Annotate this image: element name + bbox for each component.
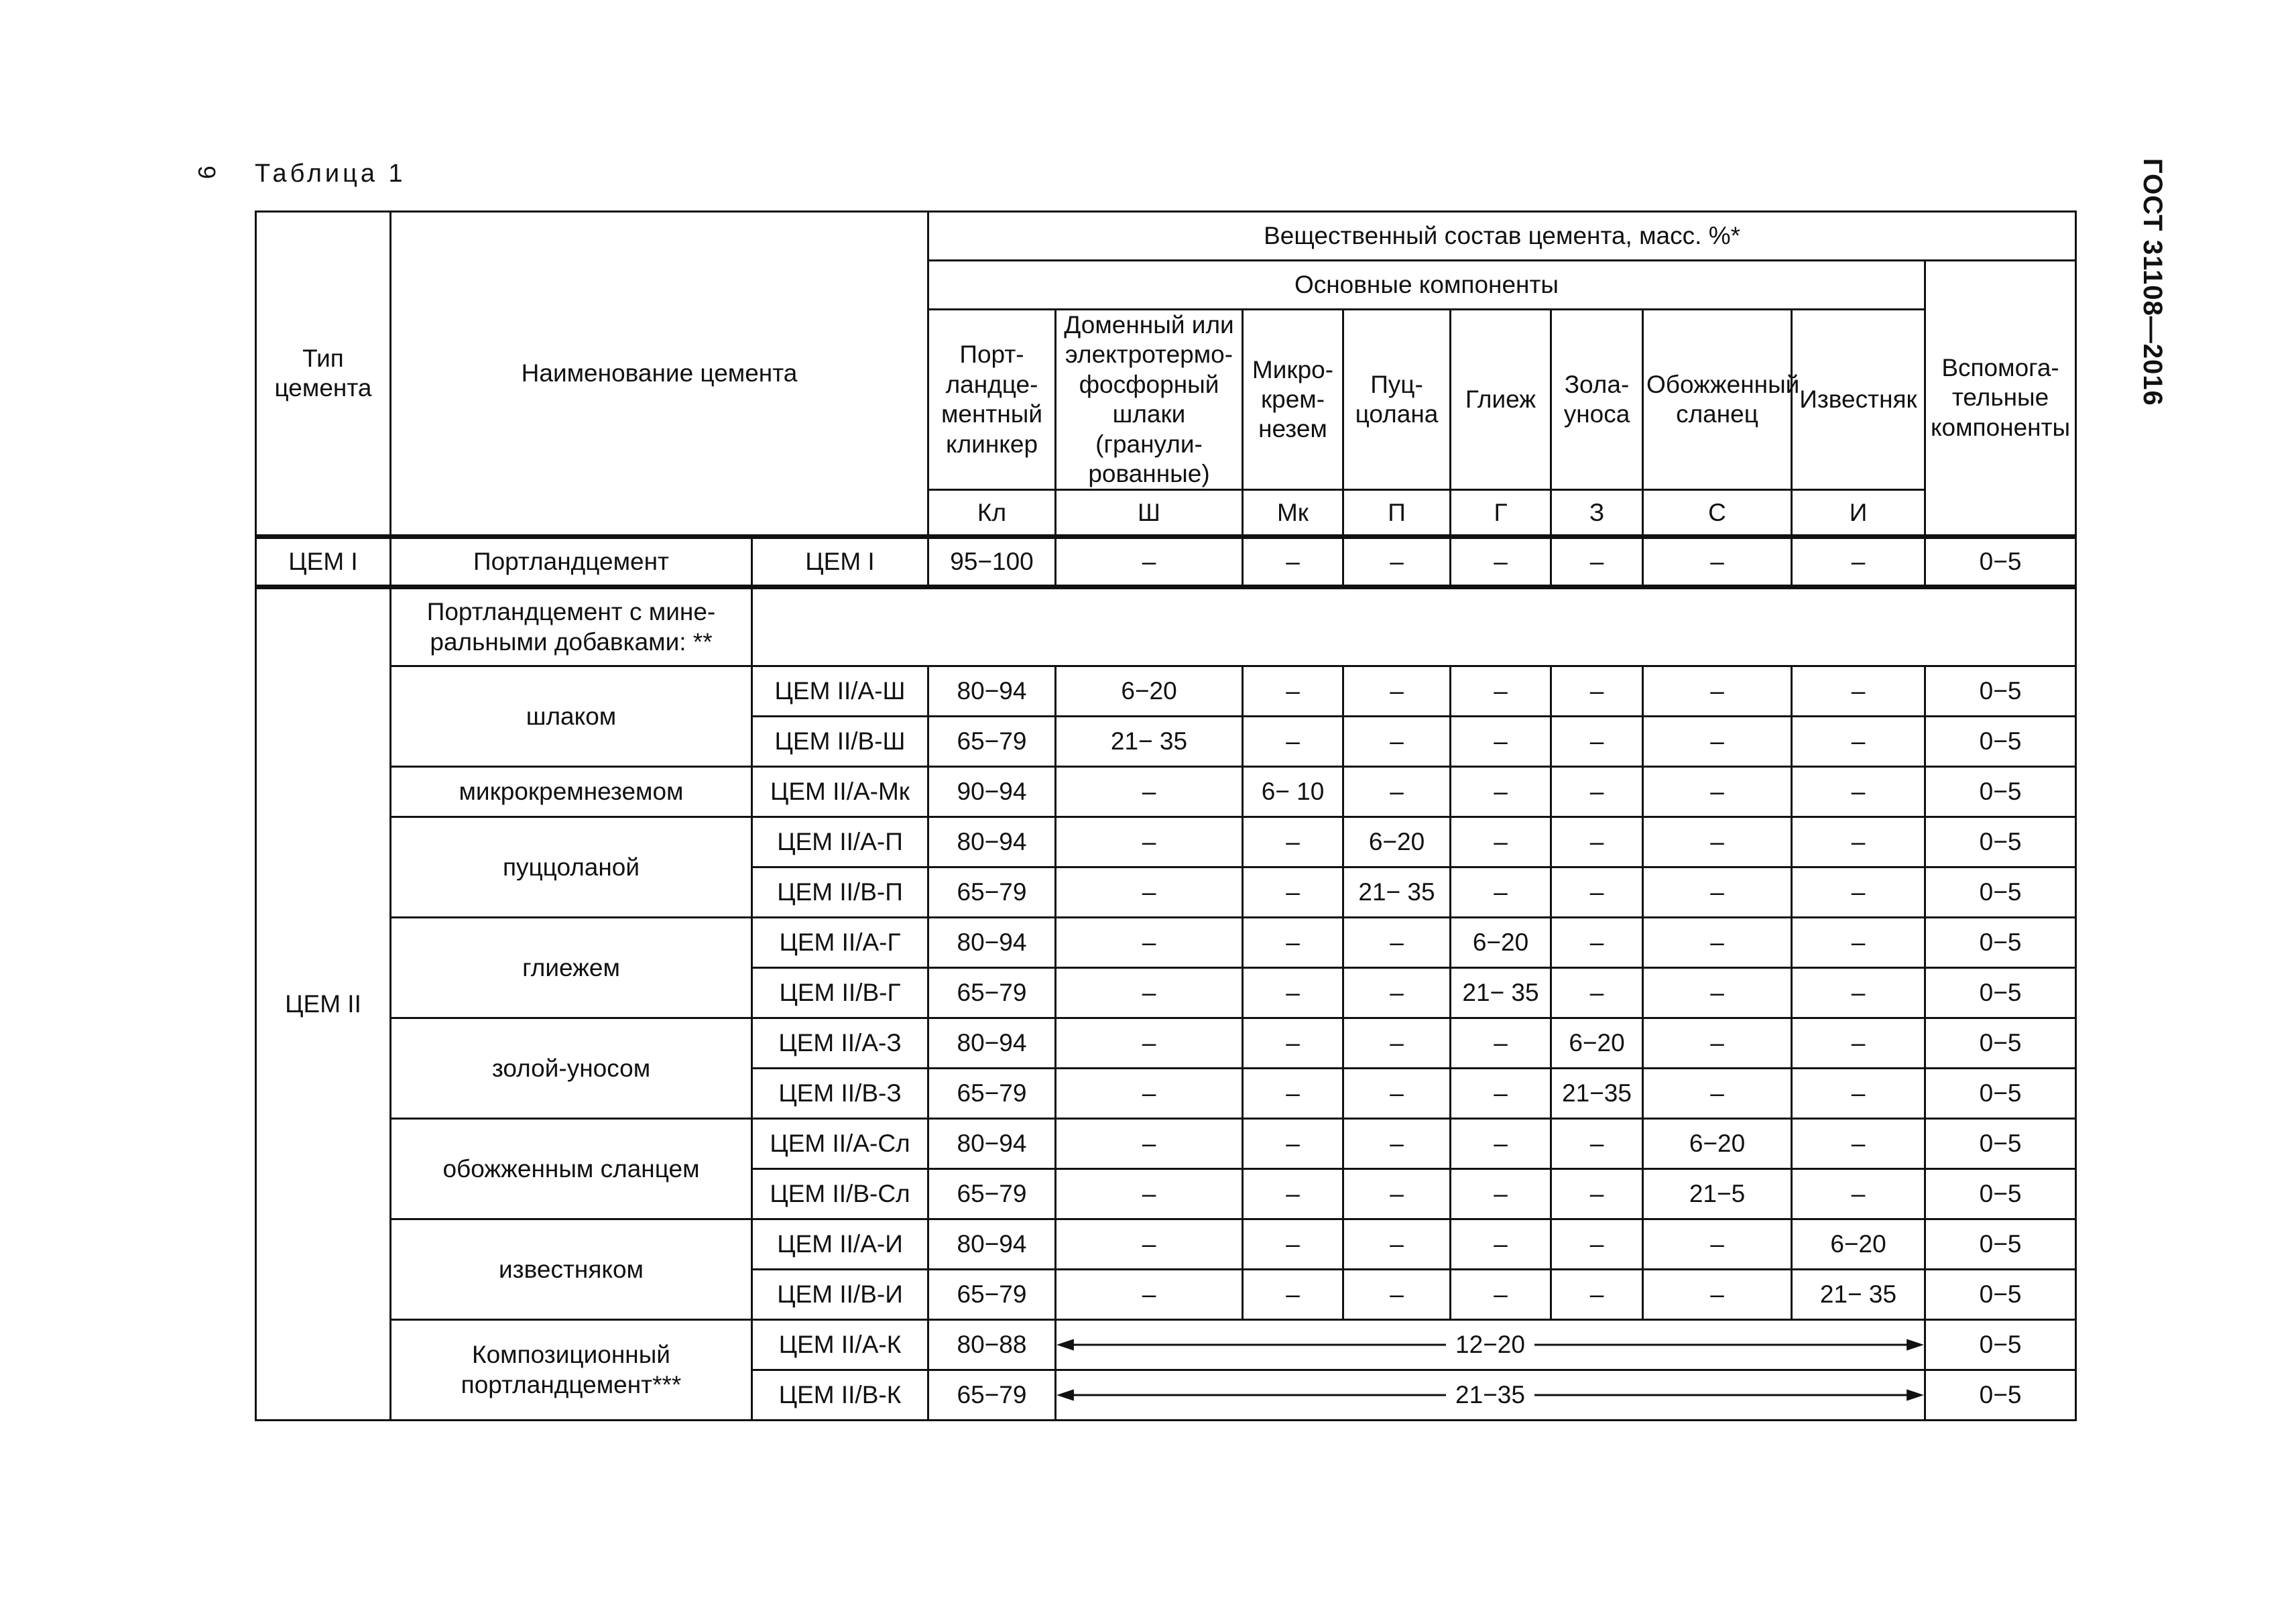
- document-id: ГОСТ 31108—2016: [2138, 158, 2167, 406]
- value-cell: –: [1056, 867, 1243, 918]
- header-component-label: Порт-ландце-ментный клинкер: [928, 310, 1056, 490]
- aux-cell: 0−5: [1925, 918, 2076, 968]
- value-cell: 80−94: [928, 817, 1056, 867]
- value-cell: 80−94: [928, 1119, 1056, 1169]
- additive-name: известняком: [391, 1219, 752, 1320]
- value-cell: 21−5: [1643, 1169, 1792, 1219]
- cement-mark: ЦЕМ II/В-З: [752, 1069, 928, 1119]
- value-cell: –: [1056, 767, 1243, 817]
- aux-cell: 0−5: [1925, 666, 2076, 717]
- additive-name: микрокремнеземом: [391, 767, 752, 817]
- value-cell: –: [1451, 717, 1551, 767]
- value-cell: –: [1343, 717, 1451, 767]
- value-cell: –: [1451, 666, 1551, 717]
- value-cell: 21− 35: [1792, 1270, 1925, 1320]
- header-component-code: П: [1343, 490, 1451, 537]
- value-cell: –: [1643, 666, 1792, 717]
- value-cell: 65−79: [928, 717, 1056, 767]
- value-cell: –: [1243, 1119, 1343, 1169]
- aux-cell: 0−5: [1925, 968, 2076, 1018]
- header-component-code: Кл: [928, 490, 1056, 537]
- range-value: 21−35: [1446, 1381, 1534, 1408]
- value-cell: –: [1343, 1018, 1451, 1069]
- value-cell: –: [1792, 1069, 1925, 1119]
- cement-mark: ЦЕМ II/А-Г: [752, 918, 928, 968]
- additive-name: глиежем: [391, 918, 752, 1018]
- value-cell: 21−35: [1551, 1069, 1643, 1119]
- value-cell: 65−79: [928, 1069, 1056, 1119]
- cement-mark: ЦЕМ II/А-Сл: [752, 1119, 928, 1169]
- value-cell: –: [1551, 767, 1643, 817]
- value-cell: –: [1343, 767, 1451, 817]
- value-cell: 80−94: [928, 666, 1056, 717]
- value-cell: –: [1643, 968, 1792, 1018]
- value-cell: –: [1643, 1018, 1792, 1069]
- additive-name: шлаком: [391, 666, 752, 767]
- value-cell: –: [1243, 1219, 1343, 1270]
- aux-cell: 0−5: [1925, 1119, 2076, 1169]
- cement-mark: ЦЕМ II/А-Мк: [752, 767, 928, 817]
- value-cell: –: [1343, 1219, 1451, 1270]
- cement-type: ЦЕМ II: [256, 587, 391, 1421]
- value-cell: 90−94: [928, 767, 1056, 817]
- value-cell: –: [1451, 1219, 1551, 1270]
- aux-cell: 0−5: [1925, 1320, 2076, 1370]
- value-cell: –: [1551, 968, 1643, 1018]
- header-component-label: Обожженный сланец: [1643, 310, 1792, 490]
- clinker-value: 65−79: [928, 1370, 1056, 1421]
- value-cell: –: [1243, 918, 1343, 968]
- header-component-label: Доменный или электротермо-фосфорный шлаки (гранули-рованные): [1056, 310, 1243, 490]
- value-cell: –: [1643, 717, 1792, 767]
- header-name: Наименование цемента: [391, 212, 928, 537]
- value-cell: –: [1451, 867, 1551, 918]
- value-cell: –: [1643, 867, 1792, 918]
- header-main-components: Основные компоненты: [928, 261, 1925, 310]
- value-cell: –: [1451, 1270, 1551, 1320]
- header-component-label: Микро-крем-незем: [1243, 310, 1343, 490]
- additive-name: обожженным сланцем: [391, 1119, 752, 1219]
- value-cell: –: [1343, 918, 1451, 968]
- value-cell: 6−20: [1643, 1119, 1792, 1169]
- value-cell: –: [1551, 1169, 1643, 1219]
- value-cell: –: [1343, 1069, 1451, 1119]
- value-cell: –: [1643, 1270, 1792, 1320]
- value-cell: –: [1343, 537, 1451, 587]
- cement-composition-table: [255, 211, 2077, 1421]
- header-component-code: И: [1792, 490, 1925, 537]
- value-cell: –: [1643, 1069, 1792, 1119]
- value-cell: –: [1551, 867, 1643, 918]
- header-component-label: Глиеж: [1451, 310, 1551, 490]
- aux-cell: 0−5: [1925, 817, 2076, 867]
- cement-name: Портландцемент: [391, 537, 752, 587]
- value-cell: –: [1792, 867, 1925, 918]
- value-cell: –: [1451, 1018, 1551, 1069]
- aux-cell: 0−5: [1925, 537, 2076, 587]
- value-cell: –: [1551, 1219, 1643, 1270]
- value-cell: –: [1056, 1119, 1243, 1169]
- value-cell: 80−94: [928, 1018, 1056, 1069]
- cement-mark: ЦЕМ II/В-К: [752, 1370, 928, 1421]
- value-cell: 6−20: [1343, 817, 1451, 867]
- value-cell: –: [1243, 1169, 1343, 1219]
- value-cell: –: [1551, 717, 1643, 767]
- aux-cell: 0−5: [1925, 1069, 2076, 1119]
- value-cell: 95−100: [928, 537, 1056, 587]
- cement-mark: ЦЕМ II/А-К: [752, 1320, 928, 1370]
- value-cell: –: [1243, 817, 1343, 867]
- value-cell: 65−79: [928, 867, 1056, 918]
- header-component-code: З: [1551, 490, 1643, 537]
- value-cell: –: [1056, 1169, 1243, 1219]
- aux-cell: 0−5: [1925, 1219, 2076, 1270]
- value-cell: –: [1056, 1219, 1243, 1270]
- cement-mark: ЦЕМ II/А-Ш: [752, 666, 928, 717]
- value-cell: 80−94: [928, 918, 1056, 968]
- value-cell: –: [1056, 1270, 1243, 1320]
- value-cell: –: [1451, 1119, 1551, 1169]
- value-cell: –: [1451, 1069, 1551, 1119]
- header-component-label: Зола-уноса: [1551, 310, 1643, 490]
- value-cell: –: [1056, 537, 1243, 587]
- aux-cell: 0−5: [1925, 1270, 2076, 1320]
- value-cell: –: [1451, 817, 1551, 867]
- page-number: 9: [193, 165, 221, 180]
- value-cell: –: [1056, 1069, 1243, 1119]
- value-cell: –: [1243, 717, 1343, 767]
- value-cell: –: [1243, 1069, 1343, 1119]
- value-cell: –: [1792, 968, 1925, 1018]
- value-cell: –: [1451, 1169, 1551, 1219]
- value-cell: –: [1792, 918, 1925, 968]
- value-cell: –: [1056, 817, 1243, 867]
- value-cell: 6− 10: [1243, 767, 1343, 817]
- value-cell: –: [1551, 817, 1643, 867]
- value-cell: –: [1792, 717, 1925, 767]
- composite-name: Композиционный портландцемент***: [391, 1320, 752, 1421]
- value-cell: –: [1056, 918, 1243, 968]
- header-auxiliary: Вспомога-тельные компоненты: [1925, 261, 2076, 537]
- cement-mark: ЦЕМ I: [752, 537, 928, 587]
- value-cell: –: [1343, 1169, 1451, 1219]
- value-cell: –: [1343, 1119, 1451, 1169]
- value-cell: –: [1792, 1119, 1925, 1169]
- value-cell: –: [1551, 537, 1643, 587]
- value-cell: –: [1643, 767, 1792, 817]
- cement-mark: ЦЕМ II/А-И: [752, 1219, 928, 1270]
- value-cell: –: [1243, 537, 1343, 587]
- value-cell: 65−79: [928, 1169, 1056, 1219]
- cement-mark: ЦЕМ II/В-Г: [752, 968, 928, 1018]
- range-arrow-cell: [1056, 1370, 1925, 1421]
- value-cell: –: [1792, 537, 1925, 587]
- value-cell: –: [1343, 968, 1451, 1018]
- clinker-value: 80−88: [928, 1320, 1056, 1370]
- value-cell: –: [1243, 1018, 1343, 1069]
- value-cell: –: [1243, 968, 1343, 1018]
- aux-cell: 0−5: [1925, 1169, 2076, 1219]
- value-cell: –: [1551, 1270, 1643, 1320]
- value-cell: 65−79: [928, 968, 1056, 1018]
- value-cell: –: [1551, 666, 1643, 717]
- value-cell: –: [1056, 968, 1243, 1018]
- value-cell: –: [1792, 666, 1925, 717]
- cement-mark: ЦЕМ II/В-Сл: [752, 1169, 928, 1219]
- header-composition: Вещественный состав цемента, масс. %*: [928, 212, 2076, 261]
- value-cell: –: [1643, 817, 1792, 867]
- header-component-label: Пуц-цолана: [1343, 310, 1451, 490]
- value-cell: 21− 35: [1451, 968, 1551, 1018]
- value-cell: –: [1451, 537, 1551, 587]
- value-cell: 6−20: [1792, 1219, 1925, 1270]
- cement-mark: ЦЕМ II/В-П: [752, 867, 928, 918]
- value-cell: –: [1792, 1018, 1925, 1069]
- aux-cell: 0−5: [1925, 717, 2076, 767]
- cement-type: ЦЕМ I: [256, 537, 391, 587]
- header-component-code: Ш: [1056, 490, 1243, 537]
- value-cell: –: [1243, 666, 1343, 717]
- value-cell: 6−20: [1551, 1018, 1643, 1069]
- header-component-code: Мк: [1243, 490, 1343, 537]
- aux-cell: 0−5: [1925, 767, 2076, 817]
- range-value: 12−20: [1446, 1331, 1534, 1358]
- cement-mark: ЦЕМ II/А-З: [752, 1018, 928, 1069]
- aux-cell: 0−5: [1925, 867, 2076, 918]
- value-cell: –: [1243, 867, 1343, 918]
- cement-group-intro: Портландцемент с мине-ральными добавками: **: [391, 587, 752, 666]
- value-cell: 80−94: [928, 1219, 1056, 1270]
- cement-mark: ЦЕМ II/В-Ш: [752, 717, 928, 767]
- value-cell: –: [1343, 1270, 1451, 1320]
- value-cell: –: [1243, 1270, 1343, 1320]
- cement-mark: ЦЕМ II/А-П: [752, 817, 928, 867]
- value-cell: –: [1643, 1219, 1792, 1270]
- header-type: Тип цемента: [256, 212, 391, 537]
- value-cell: 21− 35: [1056, 717, 1243, 767]
- value-cell: 6−20: [1056, 666, 1243, 717]
- empty-cell: [752, 587, 2076, 666]
- value-cell: –: [1792, 817, 1925, 867]
- value-cell: –: [1792, 767, 1925, 817]
- value-cell: –: [1643, 537, 1792, 587]
- value-cell: 6−20: [1451, 918, 1551, 968]
- header-component-code: Г: [1451, 490, 1551, 537]
- value-cell: –: [1056, 1018, 1243, 1069]
- aux-cell: 0−5: [1925, 1370, 2076, 1421]
- value-cell: –: [1792, 1169, 1925, 1219]
- range-arrow-cell: [1056, 1320, 1925, 1370]
- table-label: Таблица 1: [255, 160, 406, 188]
- header-component-code: С: [1643, 490, 1792, 537]
- value-cell: –: [1343, 666, 1451, 717]
- value-cell: –: [1551, 918, 1643, 968]
- value-cell: 21− 35: [1343, 867, 1451, 918]
- value-cell: 65−79: [928, 1270, 1056, 1320]
- additive-name: золой-уносом: [391, 1018, 752, 1119]
- aux-cell: 0−5: [1925, 1018, 2076, 1069]
- additive-name: пуццоланой: [391, 817, 752, 918]
- value-cell: –: [1551, 1119, 1643, 1169]
- value-cell: –: [1451, 767, 1551, 817]
- header-component-label: Известняк: [1792, 310, 1925, 490]
- cement-mark: ЦЕМ II/В-И: [752, 1270, 928, 1320]
- value-cell: –: [1643, 918, 1792, 968]
